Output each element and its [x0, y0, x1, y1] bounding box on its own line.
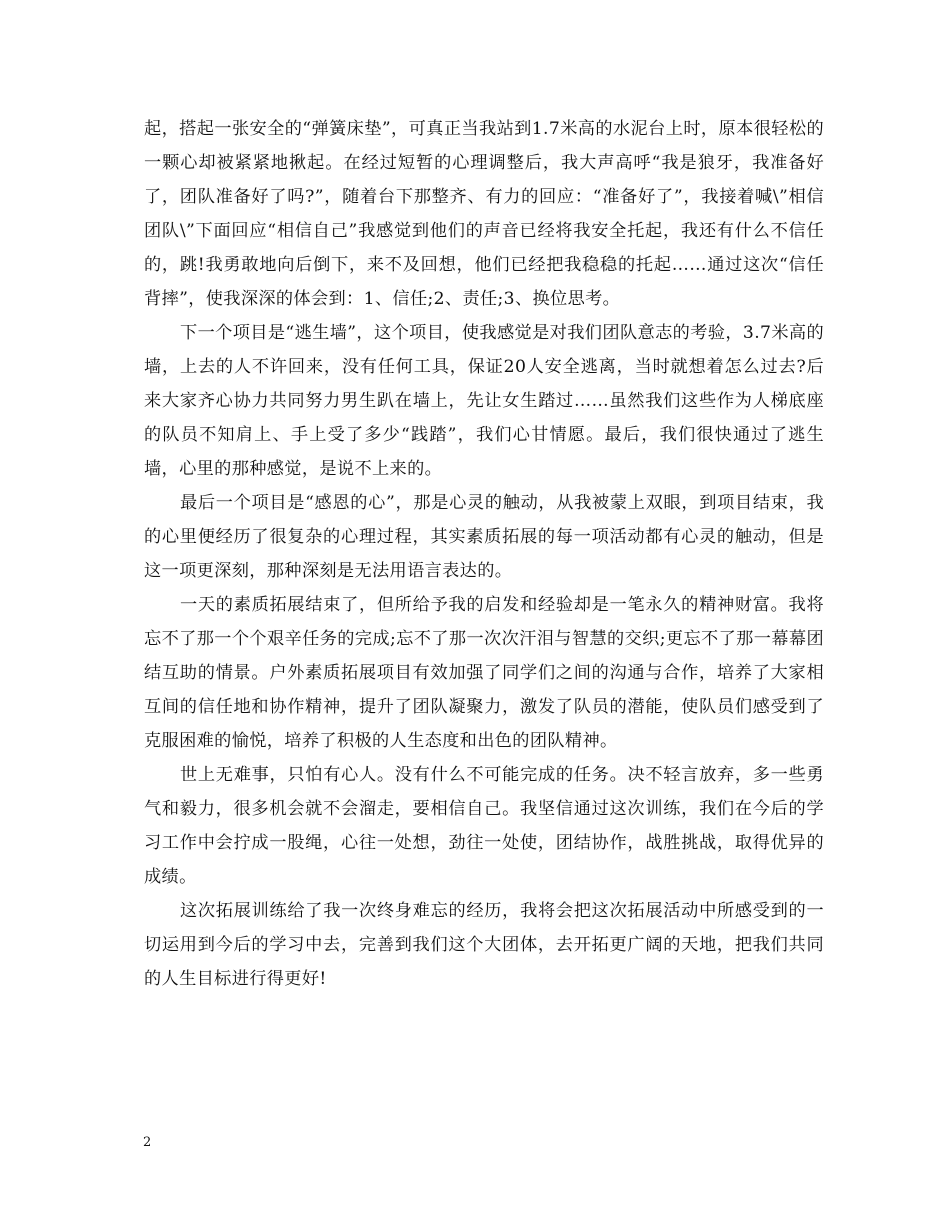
- paragraph-grateful-heart: 最后一个项目是“感恩的心”，那是心灵的触动，从我被蒙上双眼，到项目结束，我的心里便经历了很复杂的心理过程，其实素质拓展的每一项活动都有心灵的触动，但是这一项更深刻，那种深刻是无法用语言表达的。: [144, 493, 824, 581]
- paragraph-perseverance: 世上无难事，只怕有心人。没有什么不可能完成的任务。决不轻言放弃，多一些勇气和毅力，很多机会就不会溜走，要相信自己。我坚信通过这次训练，我们在今后的学习工作中会拧成一股绳，心往一处想，劲往一处使，团结协作，战胜挑战，取得优异的成绩。: [144, 765, 824, 887]
- paragraph-trust-fall-continued: 起，搭起一张安全的“弹簧床垫”，可真正当我站到1.7米高的水泥台上时，原本很轻松的一颗心却被紧紧地揪起。在经过短暂的心理调整后，我大声高呼“我是狼牙，我准备好了，团队准备好了吗?”，随着台下那整齐、有力的回应：“准备好了”，我接着喊\”相信团队\”下面回应“相信自己”我感觉到他们的声音已经将我安全托起，我还有什么不信任的，跳!我勇敢地向后倒下，来不及回想，他们已经把我稳稳的托起……通过这次“信任背摔”，使我深深的体会到：1、信任;2、责任;3、换位思考。: [144, 119, 824, 309]
- paragraph-escape-wall: 下一个项目是“逃生墙”，这个项目，使我感觉是对我们团队意志的考验，3.7米高的墙，上去的人不许回来，没有任何工具，保证20人安全逃离，当时就想着怎么过去?后来大家齐心协力共同努力男生趴在墙上，先让女生踏过……虽然我们这些作为人梯底座的队员不知肩上、手上受了多少“践踏”，我们心甘情愿。最后，我们很快通过了逃生墙，心里的那种感觉，是说不上来的。: [144, 323, 824, 479]
- paragraph-conclusion: 这次拓展训练给了我一次终身难忘的经历，我将会把这次拓展活动中所感受到的一切运用到今后的学习中去，完善到我们这个大团体，去开拓更广阔的天地，把我们共同的人生目标进行得更好!: [144, 901, 824, 989]
- document-body: [144, 112, 824, 996]
- page-number: 2: [143, 1135, 152, 1150]
- paragraph-day-summary: 一天的素质拓展结束了，但所给予我的启发和经验却是一笔永久的精神财富。我将忘不了那一个个艰辛任务的完成;忘不了那一次次汗泪与智慧的交织;更忘不了那一幕幕团结互助的情景。户外素质拓展项目有效加强了同学们之间的沟通与合作，培养了大家相互间的信任地和协作精神，提升了团队凝聚力，激发了队员的潜能，使队员们感受到了克服困难的愉悦，培养了积极的人生态度和出色的团队精神。: [144, 595, 824, 751]
